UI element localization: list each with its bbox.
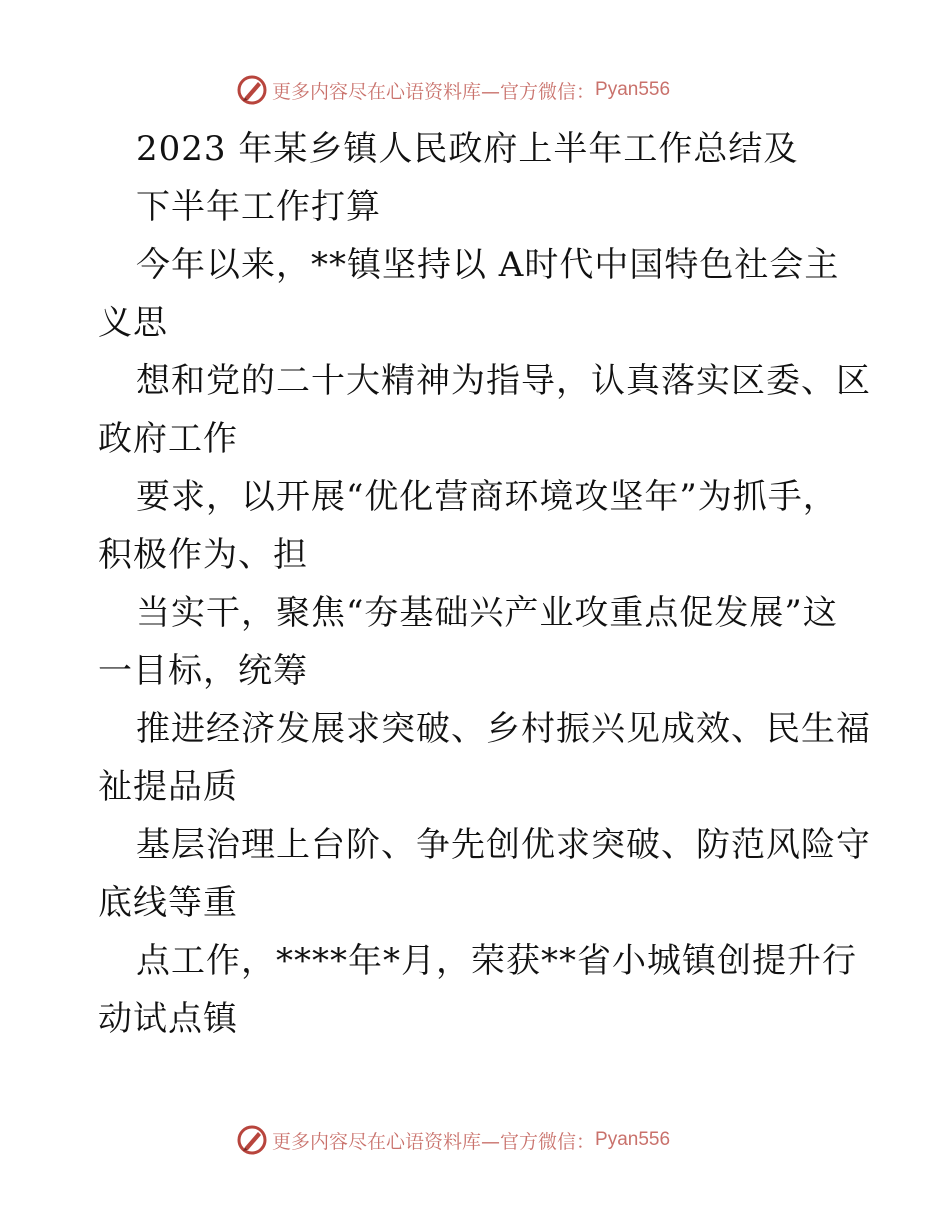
watermark-text: 更多内容尽在心语资料库—官方微信： [272,80,596,103]
document-body [98,120,871,1048]
paragraph-line: 基层治理上台阶、争先创优求突破、防范风险守 [136,825,871,865]
header-watermark [236,72,670,108]
paragraph-line: 动试点镇 [98,999,238,1039]
paragraph-line: 要求，以开展“优化营商环境攻坚年”为抓手， [136,477,838,517]
paragraph-line: 义思 [98,303,168,343]
watermark-wechat-id: Pyan556 [595,79,671,100]
paragraph-line: 推进经济发展求突破、乡村振兴见成效、民生福 [136,709,871,749]
pen-logo-icon [236,74,268,106]
paragraph-line: 积极作为、担 [98,535,308,575]
document-title-line: 2023 年某乡镇人民政府上半年工作总结及 [136,129,799,169]
paragraph-line: 当实干，聚焦“夯基础兴产业攻重点促发展”这 [136,593,838,633]
paragraph-line: 今年以来，**镇坚持以 A时代中国特色社会主 [136,245,840,285]
paragraph-line: 点工作，****年*月，荣获**省小城镇创提升行 [136,941,857,981]
paragraph-line: 祉提品质 [98,767,238,807]
document-title-line: 下半年工作打算 [136,187,381,227]
footer-watermark [236,1122,670,1158]
paragraph-line: 一目标，统筹 [98,651,308,691]
paragraph-line: 想和党的二十大精神为指导，认真落实区委、区 [136,361,871,401]
paragraph-line: 底线等重 [98,883,238,923]
pen-logo-icon [236,1124,268,1156]
watermark-text: 更多内容尽在心语资料库—官方微信： [272,1130,596,1153]
watermark-wechat-id: Pyan556 [595,1129,671,1150]
paragraph-line: 政府工作 [98,419,238,459]
